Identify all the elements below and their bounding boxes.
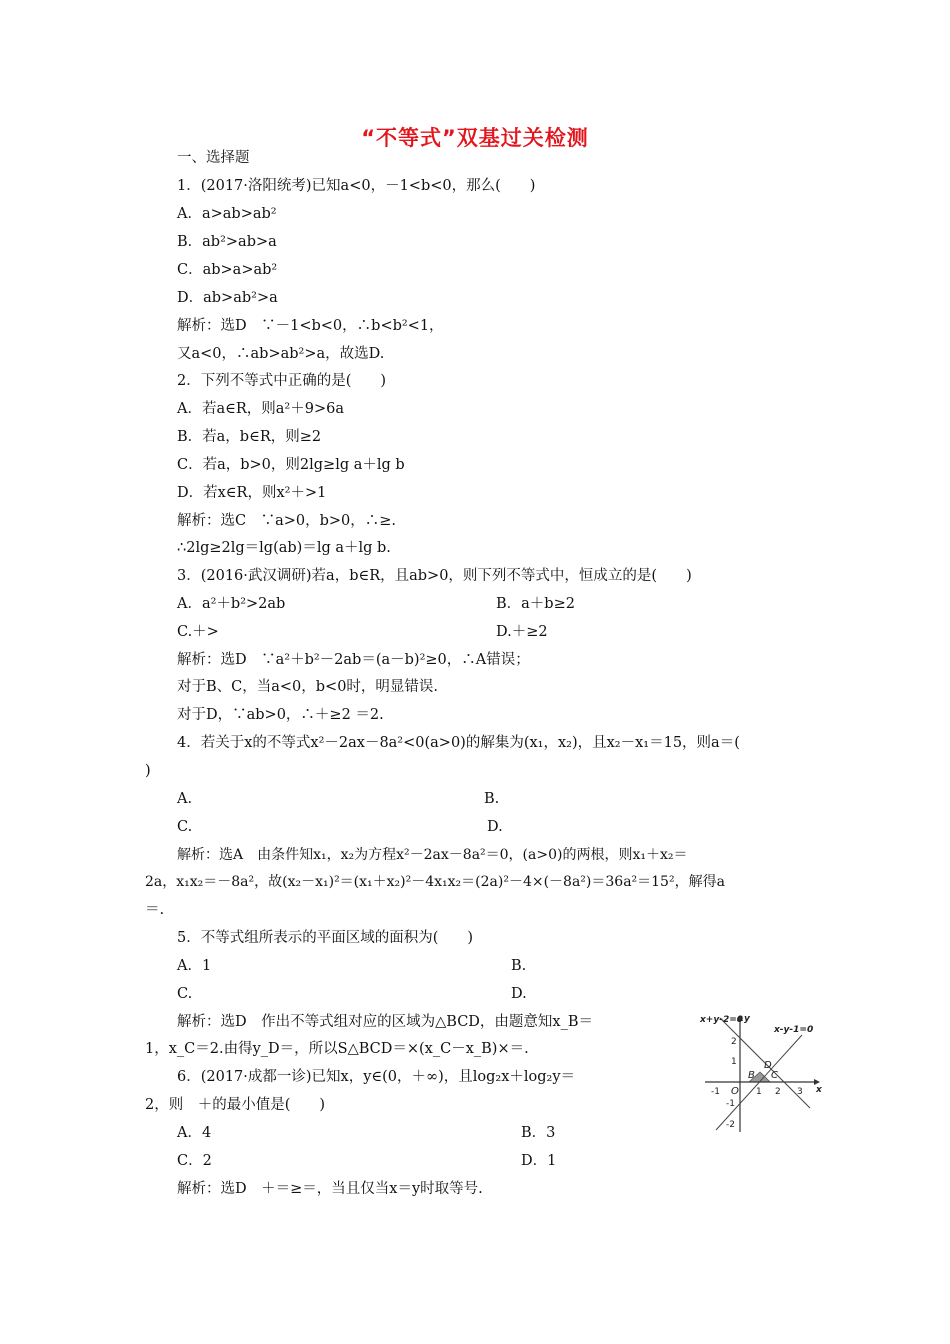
q4-solution-3: ＝.: [145, 902, 165, 918]
q3-solution-3: 对于D，∵ab>0，∴＋≥2 ＝2.: [177, 707, 384, 723]
q4-solution-1: 解析：选A 由条件知x₁，x₂为方程x²－2ax－8a²＝0，(a>0)的两根，则x₁＋x₂＝: [177, 847, 688, 863]
q5-option-a: A．1: [177, 958, 212, 974]
q2-option-c: C．若a，b>0，则2lg≥lg a＋lg b: [177, 457, 405, 473]
point-b-label: B: [748, 1070, 755, 1081]
section-heading: 一、选择题: [177, 150, 250, 166]
x-tick-1: 1: [756, 1087, 762, 1097]
q6-stem-1: 6．(2017·成都一诊)已知x，y∈(0，＋∞)，且log₂x＋log₂y＝: [177, 1069, 576, 1085]
axis-y-label: y: [744, 1014, 750, 1024]
q3-option-b: B．a＋b≥2: [496, 596, 575, 612]
q3-option-a: A．a²＋b²>2ab: [177, 596, 286, 612]
line1-label: x+y-2=0: [700, 1015, 744, 1025]
y-tick-1: 1: [731, 1057, 737, 1067]
q2-option-d: D．若x∈R，则x²＋>1: [177, 485, 327, 501]
q6-solution-1: 解析：选D ＋＝≥＝，当且仅当x＝y时取等号.: [177, 1181, 483, 1197]
q3-option-d: D.＋≥2: [496, 624, 548, 640]
y-tick-2: 2: [731, 1037, 737, 1047]
q5-option-d: D.: [511, 986, 527, 1002]
q4-option-a: A.: [177, 791, 193, 807]
q1-option-d: D．ab>ab²>a: [177, 290, 278, 306]
q1-option-c: C．ab>a>ab²: [177, 262, 278, 278]
point-d-label: D: [764, 1060, 772, 1071]
q4-option-b: B.: [484, 791, 500, 807]
region-figure-svg: [700, 1010, 835, 1135]
q3-solution-1: 解析：选D ∵a²＋b²－2ab＝(a－b)²≥0，∴A错误；: [177, 652, 530, 668]
q6-stem-2: 2，则 ＋的最小值是( ): [145, 1097, 326, 1113]
q1-stem: 1．(2017·洛阳统考)已知a<0，－1<b<0，那么( ): [177, 178, 536, 194]
line2-label: x-y-1=0: [774, 1025, 814, 1035]
y-tick-neg1: -1: [726, 1099, 735, 1109]
q2-solution-1: 解析：选C ∵a>0，b>0，∴≥.: [177, 513, 397, 529]
q4-solution-2: 2a，x₁x₂＝－8a²，故(x₂－x₁)²＝(x₁＋x₂)²－4x₁x₂＝(2a)²－4×(－8a²)＝36a²＝15²，解得a: [145, 874, 725, 890]
origin-label: O: [731, 1086, 739, 1097]
axis-x-label: x: [816, 1085, 822, 1095]
x-tick-3: 3: [797, 1087, 803, 1097]
q2-option-b: B．若a，b∈R，则≥2: [177, 429, 322, 445]
q5-solution-2: 1，x_C＝2.由得y_D＝，所以S△BCD＝×(x_C－x_B)×＝.: [145, 1041, 529, 1057]
q5-stem: 5．不等式组所表示的平面区域的面积为( ): [177, 930, 474, 946]
page-title: “不等式”双基过关检测: [361, 126, 589, 150]
q5-solution-1: 解析：选D 作出不等式组对应的区域为△BCD，由题意知x_B＝: [177, 1014, 594, 1030]
q5-option-b: B.: [511, 958, 527, 974]
x-tick-neg1: -1: [711, 1087, 720, 1097]
q3-stem: 3．(2016·武汉调研)若a，b∈R，且ab>0，则下列不等式中，恒成立的是( ): [177, 568, 692, 584]
q5-option-c: C.: [177, 986, 193, 1002]
q4-option-c: C.: [177, 819, 193, 835]
q6-option-b: B．3: [521, 1125, 556, 1141]
q6-option-d: D．1: [521, 1153, 557, 1169]
q4-stem-1: 4．若关于x的不等式x²－2ax－8a²<0(a>0)的解集为(x₁，x₂)，且x₂－x₁＝15，则a＝(: [177, 735, 740, 751]
q4-option-d: D.: [487, 819, 503, 835]
y-tick-neg2: -2: [726, 1120, 735, 1130]
q2-stem: 2．下列不等式中正确的是( ): [177, 373, 387, 389]
q3-solution-2: 对于B、C，当a<0，b<0时，明显错误.: [177, 679, 439, 695]
point-c-label: C: [771, 1070, 778, 1081]
q1-option-a: A．a>ab>ab²: [177, 206, 277, 222]
q2-option-a: A．若a∈R，则a²＋9>6a: [177, 401, 344, 417]
x-tick-2: 2: [775, 1087, 781, 1097]
q3-option-c: C.＋>: [177, 624, 219, 640]
region-figure: [700, 1010, 835, 1135]
q2-solution-2: ∴2lg≥2lg＝lg(ab)＝lg a＋lg b.: [177, 540, 391, 556]
q1-solution-2: 又a<0，∴ab>ab²>a，故选D.: [177, 346, 385, 362]
q4-stem-2: ): [145, 763, 151, 779]
q6-option-a: A．4: [177, 1125, 212, 1141]
q6-option-c: C．2: [177, 1153, 212, 1169]
q1-option-b: B．ab²>ab>a: [177, 234, 277, 250]
q1-solution-1: 解析：选D ∵－1<b<0，∴b<b²<1，: [177, 318, 444, 334]
